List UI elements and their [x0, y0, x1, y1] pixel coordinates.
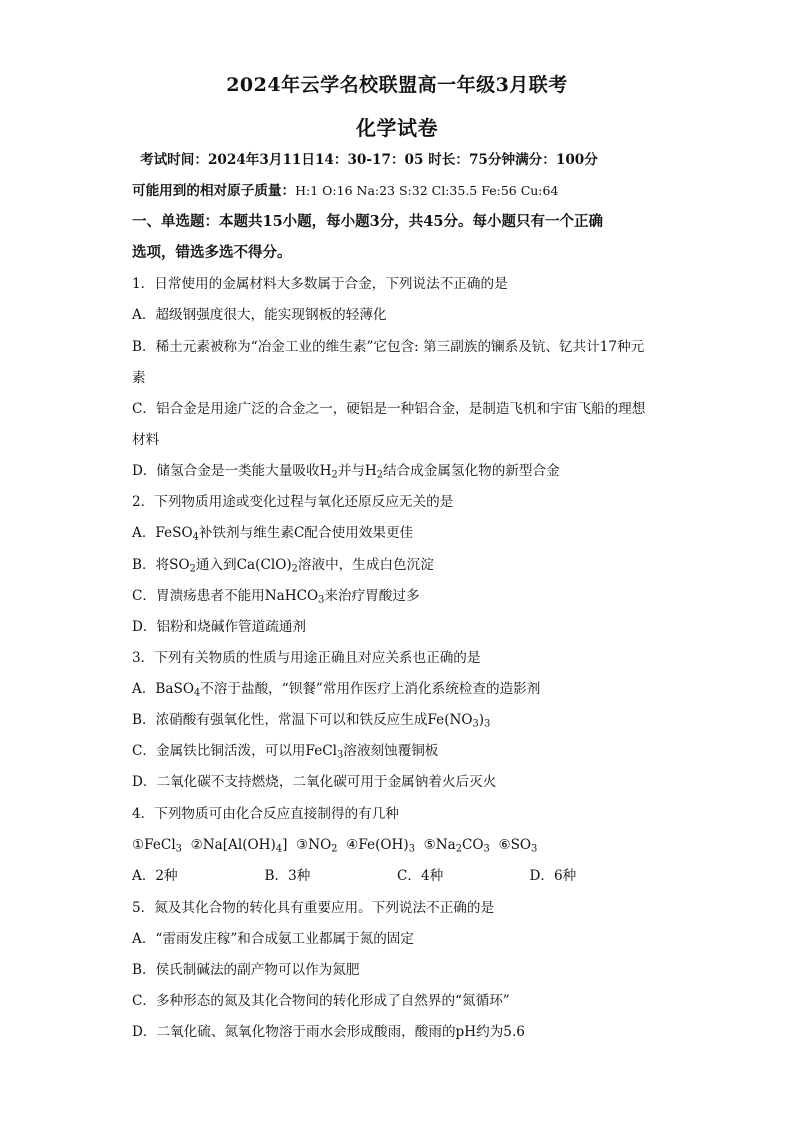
- exam-subtitle: 化学试卷: [356, 116, 438, 140]
- q5-option-b: B．侯氏制碱法的副产物可以作为氮肥: [132, 962, 360, 978]
- q2-option-a: A．FeSO$_4$补铁剂与维生素C配合使用效果更佳: [132, 525, 414, 543]
- atomic-mass-values: H:1 O:16 Na:23 S:32 Cl:35.5 Fe:56 Cu:64: [295, 183, 559, 198]
- q5-option-a: A．“雷雨发庄稼”和合成氨工业都属于氮的固定: [132, 931, 414, 947]
- atomic-mass-label: 可能用到的相对原子质量：: [132, 183, 296, 199]
- q3-option-b: B．浓硝酸有强氧化性，常温下可以和铁反应生成$Fe(NO_3)_3$: [132, 712, 491, 730]
- q1-option-b-line2: 素: [132, 370, 146, 386]
- q2-option-b: B．将$SO_2$通入到$Ca(ClO)_2$溶液中，生成白色沉淀: [132, 557, 434, 575]
- q1-stem: 1．日常使用的金属材料大多数属于合金，下列说法不正确的是: [132, 276, 508, 292]
- q4-options: [132, 866, 662, 886]
- q4-items: ①FeCl$_3$ $②Na[Al(OH)_4]$ $③NO_2$ $④Fe(OH)_3$ $⑤Na_2CO_3$ $⑥SO_3$: [132, 837, 538, 855]
- atomic-mass-info: [132, 181, 662, 201]
- q2-option-c: C．胃溃疡患者不能用NaHCO$_3$来治疗胃酸过多: [132, 588, 420, 606]
- section-heading-line2: 选项，错选多选不得分。: [132, 244, 292, 261]
- q1-option-c-line1: C．铝合金是用途广泛的合金之一，硬铝是一种铝合金，是制造飞机和宇宙飞船的理想: [132, 401, 646, 417]
- q1-option-c-line2: 材料: [132, 432, 160, 448]
- q1-option-d: D．储氢合金是一类能大量吸收$H_2$并与$H_2$结合成金属氢化物的新型合金: [132, 463, 560, 481]
- q4-option-d: D．6种: [529, 868, 577, 884]
- q3-stem: 3．下列有关物质的性质与用途正确且对应关系也正确的是: [132, 650, 481, 666]
- q2-stem: 2．下列物质用途或变化过程与氧化还原反应无关的是: [132, 494, 454, 510]
- exam-title: 2024年云学名校联盟高一年级3月联考: [226, 74, 568, 96]
- q4-option-b: B．3种: [264, 868, 311, 884]
- q3-option-d: D．二氧化碳不支持燃烧，二氧化碳可用于金属钠着火后灭火: [132, 774, 497, 790]
- q1-option-b-line1: B．稀土元素被称为“冶金工业的维生素”它包含: 第三副族的镧系及钪、钇共计17种元: [132, 339, 645, 355]
- q4-option-a: A．2种: [132, 868, 178, 884]
- exam-time-info: 考试时间：2024年3月11日14：30-17：05 时长：75分钟满分：100分: [140, 152, 598, 168]
- q2-option-d: D．铝粉和烧碱作管道疏通剂: [132, 619, 307, 635]
- q5-option-c: C．多种形态的氮及其化合物间的转化形成了自然界的“氮循环”: [132, 993, 510, 1009]
- q5-stem: 5．氮及其化合物的转化具有重要应用。下列说法不正确的是: [132, 900, 495, 916]
- section-heading-line1: 一、单选题：本题共15小题，每小题3分，共45分。每小题只有一个正确: [132, 213, 603, 230]
- q3-option-a: A．BaSO$_4$不溶于盐酸，“钡餐”常用作医疗上消化系统检查的造影剂: [132, 681, 541, 699]
- q3-option-c: C．金属铁比铜活泼，可以用FeCl$_3$溶液刻蚀覆铜板: [132, 743, 439, 761]
- q4-option-c: C．4种: [397, 868, 444, 884]
- q5-option-d: D．二氧化硫、氮氧化物溶于雨水会形成酸雨，酸雨的pH约为5.6: [132, 1024, 525, 1040]
- q4-stem: 4．下列物质可由化合反应直接制得的有几种: [132, 806, 399, 822]
- q1-option-a: A．超级钢强度很大，能实现钢板的轻薄化: [132, 307, 387, 323]
